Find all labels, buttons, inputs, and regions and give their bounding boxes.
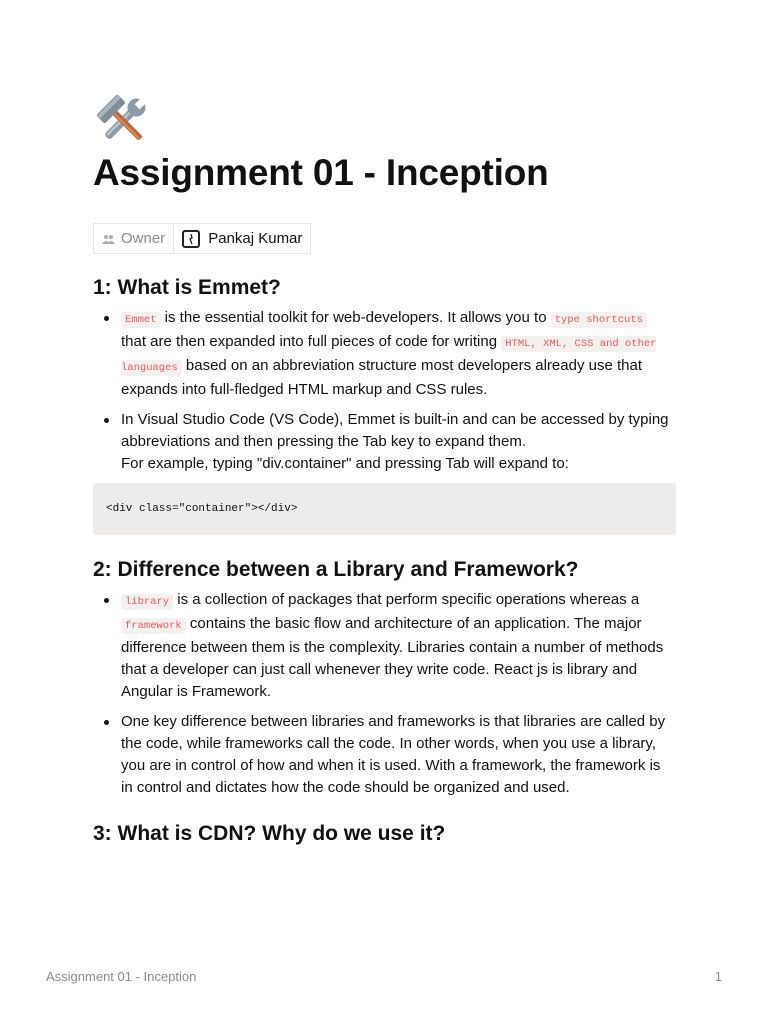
page-title: Assignment 01 - Inception — [93, 152, 549, 193]
properties-table — [93, 223, 311, 254]
bullet-text: that are then expanded into full pieces of code for writing — [121, 333, 502, 350]
page-content — [93, 94, 676, 847]
library-framework-list — [93, 589, 676, 799]
list-item — [93, 409, 676, 475]
bullet-text: contains the basic flow and architecture of an application. The major difference between them is the complexity. Libraries contain a number of methods that a developer can just call whenever they write code. React js is library and Angular is Framework. — [121, 615, 664, 700]
inline-code: framework — [121, 618, 186, 634]
inline-code: type shortcuts — [551, 312, 647, 328]
owner-label: Owner — [121, 230, 166, 247]
emmet-list — [93, 307, 676, 475]
list-item — [93, 307, 676, 401]
hammer-and-wrench-icon — [94, 94, 152, 148]
bullet-text: is the essential toolkit for web-developers. It allows you to — [160, 309, 551, 326]
avatar — [182, 230, 200, 248]
inline-code: Emmet — [121, 312, 161, 328]
bullet-text: In Visual Studio Code (VS Code), Emmet is built-in and can be accessed by typing abbreviations and then pressing the Tab key to expand them. — [121, 411, 669, 450]
owner-name: Pankaj Kumar — [208, 230, 303, 247]
footer-page-number: 1 — [714, 969, 722, 984]
heading-what-is-cdn: 3: What is CDN? Why do we use it? — [93, 822, 446, 845]
inline-code: HTML, XML, CSS and other languages — [121, 338, 657, 374]
heading-what-is-emmet: 1: What is Emmet? — [93, 276, 281, 299]
footer-title: Assignment 01 - Inception — [46, 969, 197, 984]
property-owner-label[interactable] — [94, 224, 174, 253]
bullet-text: One key difference between libraries and frameworks is that libraries are called by the code, while frameworks call the code. In other words, when you use a library, you are in control of how and when it is used. With a framework, the framework is in control and dictates how the code should be organized and used. — [121, 713, 666, 796]
code-block[interactable]: <div class="container"></div> — [93, 483, 676, 535]
heading-library-vs-framework: 2: Difference between a Library and Framework? — [93, 558, 579, 581]
bullet-text: is a collection of packages that perform specific operations whereas a — [173, 591, 640, 608]
property-owner-value[interactable] — [174, 224, 310, 253]
inline-code: library — [121, 594, 173, 610]
list-item — [93, 589, 676, 703]
people-icon — [102, 234, 115, 244]
list-item — [93, 711, 676, 799]
bullet-text: For example, typing "div.container" and pressing Tab will expand to: — [121, 455, 569, 472]
bullet-text: based on an abbreviation structure most developers already use that expands into full-fledged HTML markup and CSS rules. — [121, 357, 642, 398]
